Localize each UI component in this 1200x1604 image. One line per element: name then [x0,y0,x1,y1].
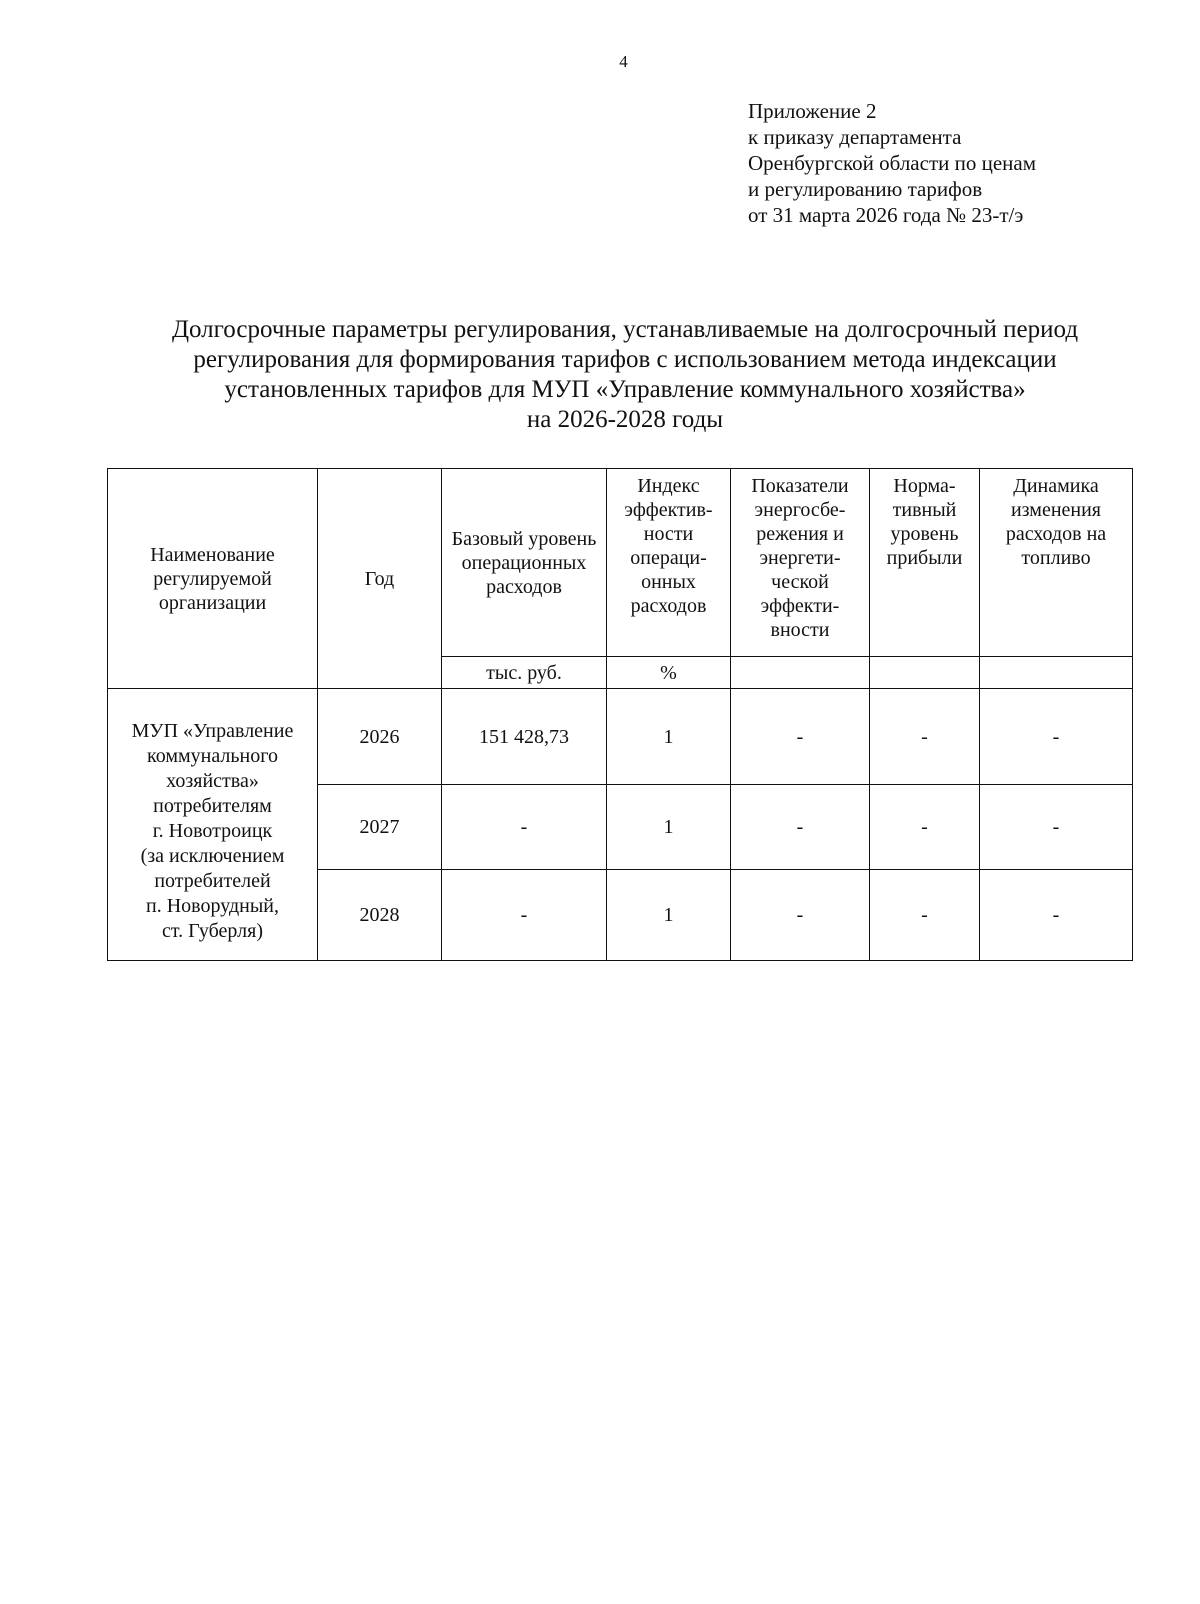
header-profit: Норма-тивный уровень прибыли [870,469,980,657]
org-name-line: (за исключением [140,845,285,867]
cell-fuel-dynamics: - [980,785,1133,870]
org-name-line: МУП «Управление [131,720,294,742]
unit-fuel-dynamics [980,657,1133,689]
header-base-level: Базовый уровень операционных расходов [442,469,607,657]
org-name-line: потребителей [154,870,271,892]
cell-fuel-dynamics: - [980,870,1133,961]
cell-year: 2026 [318,689,442,785]
annex-line: Приложение 2 [748,99,877,123]
org-name-line: ст. Губерля) [161,920,263,942]
header-efficiency-index: Индекс эффектив-ности операци-онных расходов [607,469,731,657]
cell-base-level: 151 428,73 [442,689,607,785]
org-name-line: хозяйства» [166,770,259,792]
cell-base-level: - [442,870,607,961]
org-name-line: потребителям [153,795,272,817]
cell-base-level: - [442,785,607,870]
unit-efficiency-index: % [607,657,731,689]
annex-line: к приказу департамента [748,125,962,149]
unit-profit [870,657,980,689]
annex-block [748,98,1036,228]
annex-line: от 31 марта 2026 года № 23-т/э [748,203,1024,227]
title-line: установленных тарифов для МУП «Управление коммунального хозяйства» [224,376,1026,403]
org-name-line: п. Новорудный, [146,895,279,917]
header-energy-saving: Показатели энергосбе-режения и энергети-ческой эффекти-вности [731,469,870,657]
annex-line: Оренбургской области по ценам [748,151,1037,175]
header-fuel-dynamics: Динамика изменения расходов на топливо [980,469,1133,657]
annex-line: и регулированию тарифов [748,177,983,201]
cell-fuel-dynamics: - [980,689,1133,785]
org-name-line: коммунального [147,745,278,767]
cell-profit: - [870,870,980,961]
cell-year: 2028 [318,870,442,961]
header-year: Год [318,469,442,689]
header-org: Наименование регулируемой организации [108,469,318,689]
cell-profit: - [870,689,980,785]
parameters-table [107,468,1133,961]
cell-efficiency-index: 1 [607,870,731,961]
document-title [60,315,1190,435]
cell-profit: - [870,785,980,870]
cell-efficiency-index: 1 [607,689,731,785]
title-line: Долгосрочные параметры регулирования, устанавливаемые на долгосрочный период [171,316,1079,343]
org-name-line: г. Новотроицк [152,820,273,842]
cell-efficiency-index: 1 [607,785,731,870]
unit-energy-saving [731,657,870,689]
cell-energy-saving: - [731,870,870,961]
title-line: регулирования для формирования тарифов с использованием метода индексации [193,346,1057,373]
cell-energy-saving: - [731,785,870,870]
cell-year: 2027 [318,785,442,870]
unit-base-level: тыс. руб. [442,657,607,689]
org-name-cell [108,689,318,961]
title-line: на 2026-2028 годы [526,406,724,433]
cell-energy-saving: - [731,689,870,785]
page-number: 4 [619,52,628,71]
